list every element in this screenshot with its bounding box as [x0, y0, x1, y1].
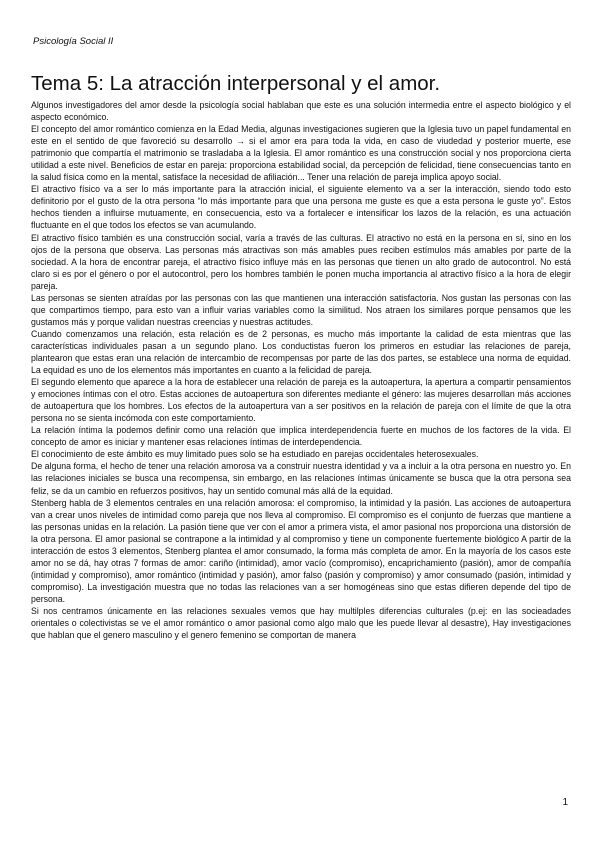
paragraph: Cuando comenzamos una relación, esta relación es de 2 personas, es mucho más importante la calidad de esta mientras que las características individuales pasan a un segundo plano. Los conductistas fueron los primeros en estudiar las relaciones de pareja, plantearon que estas eran una relación de intercambio de recompensas por parte de las dos partes, se establece una norma de equidad. La equidad es uno de los elementos más importantes en cuanto a la felicidad de pareja. — [31, 328, 571, 376]
page-number: 1 — [562, 797, 568, 808]
paragraph: Si nos centramos únicamente en las relaciones sexuales vemos que hay multilples diferencias culturales (p.ej: en las socieadades orientales o colectivistas se ve el amor romántico o amor pasional como algo malo que les puede llevar al desastre), Hay investigaciones que hablan que el genero masculino y el genero femenino se comportan de manera — [31, 605, 571, 641]
paragraph: De alguna forma, el hecho de tener una relación amorosa va a construir nuestra identidad y va a incluir a la otra persona en nuestro yo. En las relaciones iniciales se busca una recompensa, sin embargo, en las relaciones íntimas únicamente se busca que la otra persona sea feliz, se da un cambio en refuerzos positivos, hay un sentido comunal más allá de la equidad. — [31, 461, 571, 496]
page-title: Tema 5: La atracción interpersonal y el amor. — [31, 72, 441, 95]
document-body — [31, 99, 571, 641]
paragraph: Las personas se sienten atraídas por las personas con las que mantienen una interacción satisfactoria. Nos gustan las personas con las que compartimos tiempo, para esto van a influir varias variables como la similitud. Nos atraen los similares porque pensamos que les gustamos más y porque validan nuestras creencias y nuestras actitudes. — [31, 292, 571, 327]
paragraph: La relación íntima la podemos definir como una relación que implica interdependencia fuerte en muchos de los factores de la vida. El concepto de amor es iniciar y mantener esas relaciones íntimas de interdependencia. — [31, 425, 571, 448]
paragraph: El atractivo físico va a ser lo más importante para la atracción inicial, el siguiente elemento va a ser la interacción, siendo todo esto definitorio por el gusto de la otra persona “lo más importante para que una persona me guste es que a esta persona le guste yo”. Estos hechos tienden a influirse mutuamente, en consecuencia, esto va a fortalecer e intensificar los lazos de la relación, es una actuación fluctuante en el que todos los efectos se van acumulando. — [31, 184, 571, 231]
paragraph: El atractivo físico también es una construcción social, varía a través de las culturas. El atractivo no está en la persona en sí, sino en los ojos de la persona que observa. Las personas más atractivas son más amables pues reciben estímulos más amables por parte de la sociedad. A la hora de encontrar pareja, el atractivo físico influye más en las personas que tienen un alto grado de autocontrol. No está claro si es por el género o por el autocontrol, pero los hombres también le ponen mucha importancia al atractivo físico a la hora de elegir pareja. — [31, 232, 571, 291]
paragraph: Algunos investigadores del amor desde la psicología social hablaban que este es una solución intermedia entre el aspecto biológico y el aspecto económico. — [31, 100, 571, 123]
paragraph: El segundo elemento que aparece a la hora de establecer una relación de pareja es la autoapertura, la apertura a compartir pensamientos y emociones íntimas con el otro. Estas acciones de autoapertura son diferentes mediante el género: las mujeres desarrollan más acciones de autoapertura que los hombres. Los efectos de la autoapertura van a ser positivos en la relación de pareja con el límite de que la otra persona no se sienta incómoda con este comportamiento. — [31, 377, 571, 424]
paragraph: El concepto del amor romántico comienza en la Edad Media, algunas investigaciones sugieren que la Iglesia tuvo un papel fundamental en este en el sentido de que favoreció su desarrollo → si el amor era para toda la vida, en caso de viudedad y posterior muerte, ese patrimonio que compartía el matrimonio se trasladaba a la Iglesia. El amor romántico es una construcción social y nos proporciona cierta utilidad a este nivel. Beneficios de estar en pareja: proporciona estabilidad social, da percepción de felicidad, tiene consecuencias tanto en la salud física como en la mental, satisface la necesidad de afiliación... Tener una relación de pareja implica apoyo social. — [31, 124, 571, 183]
paragraph: Stenberg habla de 3 elementos centrales en una relación amorosa: el compromiso, la intimidad y la pasión. Las acciones de autoapertura van a crear unos niveles de intimidad como pareja que nos lleva al compromiso. El compromiso es el conjunto de fuerzas que mantiene a las personas unidas en la relación. La pasión tiene que ver con el amor a primera vista, el amor pasional nos proporciona una distorsión de la otra persona. El amor pasional se contrapone a la intimidad y al compromiso y tiene un componente fuertemente biológico A partir de la interacción de estos 3 elementos, Stenberg plantea el amor consumado, la forma más completa de amor. En la mayoría de los casos este amor no se dá, hay otras 7 formas de amor: cariño (intimidad), amor vacío (compromiso), encaprichamiento (pasión), amor de compañía (intimidad y compromiso), amor romántico (intimidad y pasión), amor falso (pasión y compromiso) y amor consumado (pasión, intimidad y compromiso). La investigación muestra que no todas las relaciones van a ser homogéneas sino que estas difieren depende del tipo de persona. — [31, 497, 571, 604]
paragraph: El conocimiento de este ámbito es muy limitado pues solo se ha estudiado en parejas occidentales heterosexuales. — [31, 449, 479, 460]
page-header: Psicología Social II — [33, 36, 114, 47]
